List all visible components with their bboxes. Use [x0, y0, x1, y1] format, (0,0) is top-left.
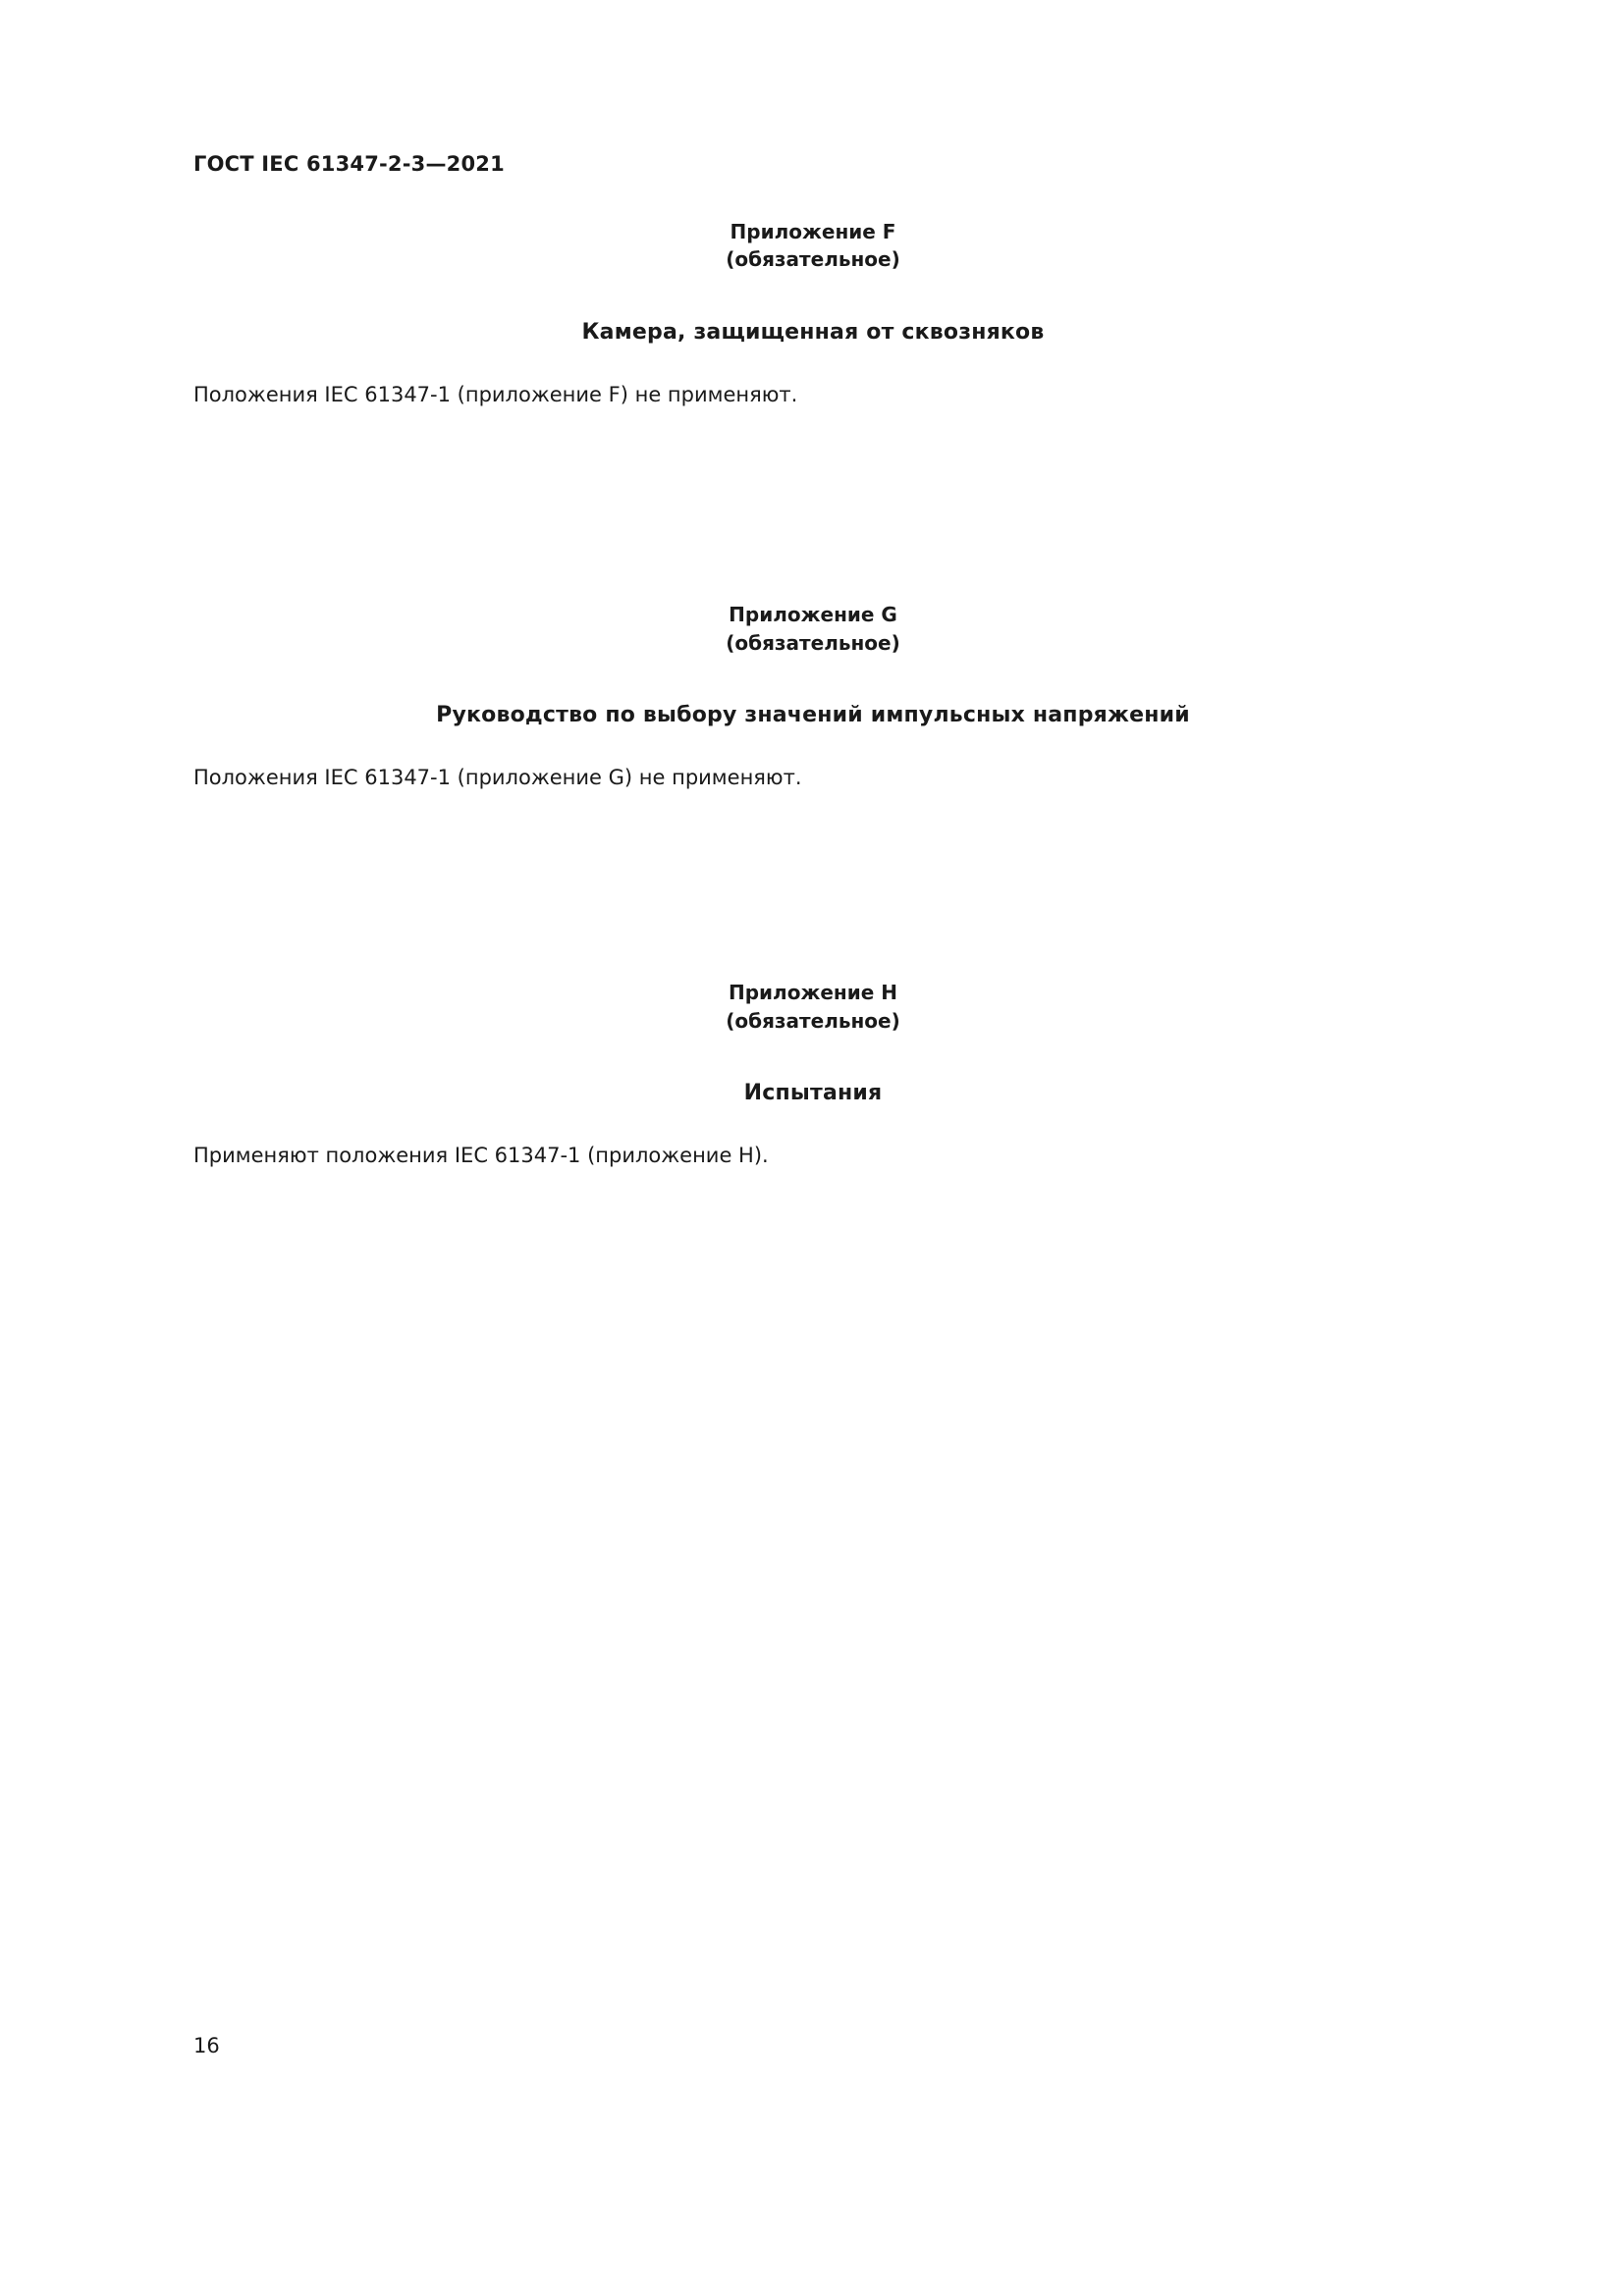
annex-f-subtitle: (обязательное): [726, 247, 900, 272]
annex-g-heading: Руководство по выбору значений импульсных напряжений: [436, 703, 1190, 727]
running-header: ГОСТ IEC 61347-2-3—2021: [193, 152, 505, 176]
page-content: [193, 218, 1433, 1171]
annex-g-title: Приложение G: [729, 603, 897, 627]
annex-h: [193, 979, 1433, 1170]
annex-g: [193, 601, 1433, 792]
annex-h-title: Приложение H: [728, 981, 898, 1005]
annex-f-heading: Камера, защищенная от сквозняков: [581, 319, 1045, 345]
annex-f-body: Положения IEC 61347-1 (приложение F) не применяют.: [193, 382, 798, 406]
annex-spacer-2: [193, 792, 1433, 979]
page-number: 16: [193, 2034, 220, 2057]
annex-spacer-1: [193, 409, 1433, 601]
annex-g-body: Положения IEC 61347-1 (приложение G) не применяют.: [193, 766, 802, 789]
annex-f: [193, 218, 1433, 409]
annex-h-subtitle: (обязательное): [726, 1008, 900, 1033]
annex-h-heading: Испытания: [743, 1081, 883, 1106]
annex-f-title: Приложение F: [730, 220, 896, 243]
annex-h-body: Применяют положения IEC 61347-1 (приложение H).: [193, 1144, 769, 1168]
annex-g-subtitle: (обязательное): [726, 630, 900, 655]
